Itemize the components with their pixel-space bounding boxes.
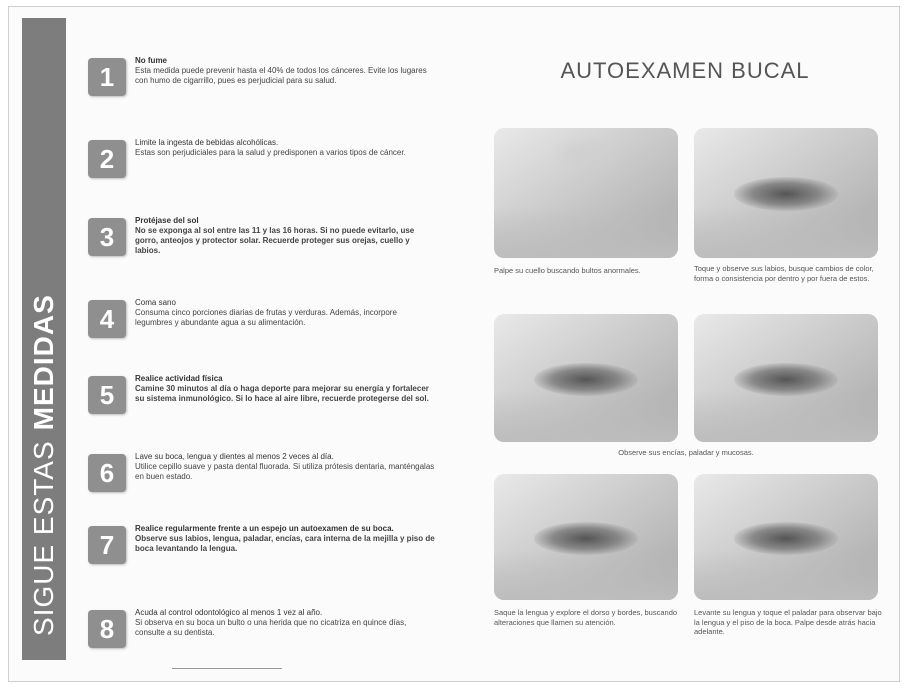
caption-tongue-out: Saque la lengua y explore el dorso y bordes, buscando alteraciones que llamen su atención. xyxy=(494,608,678,627)
measure-number-badge: 1 xyxy=(88,58,126,96)
sidebar-title-bold: MEDIDAS xyxy=(28,294,59,431)
measure-body: Utilice cepillo suave y pasta dental fluorada. Si utiliza prótesis dentaria, manténgalas en buen estado. xyxy=(135,462,435,481)
measure-item-2 xyxy=(80,134,450,192)
measure-item-6 xyxy=(80,448,450,506)
measure-body: Camine 30 minutos al día o haga deporte para mejorar su energía y fortalecer su sistema inmunológico. Si lo hace al aire libre, recuerde protegerse del sol. xyxy=(135,384,429,403)
photo-tongue-up xyxy=(694,474,878,600)
sidebar-title xyxy=(22,26,66,646)
photo-neck-palpation xyxy=(494,128,678,258)
measure-body: Esta medida puede prevenir hasta el 40% de todos los cánceres. Evite los lugares con humo de cigarrillo, pues es perjudicial para su salud. xyxy=(135,66,427,85)
measure-title: Protéjase del sol xyxy=(135,216,199,225)
measure-title: Acuda al control odontológico al menos 1 vez al año. xyxy=(135,608,323,617)
measure-body: Observe sus labios, lengua, paladar, encías, cara interna de la mejilla y piso de boca levantando la lengua. xyxy=(135,534,435,553)
sidebar-title-light: SIGUE ESTAS xyxy=(28,440,59,636)
caption-gums: Observe sus encías, paladar y mucosas. xyxy=(618,448,754,457)
measure-number-badge: 6 xyxy=(88,454,126,492)
measure-number-badge: 5 xyxy=(88,376,126,414)
caption-neck: Palpe su cuello buscando bultos anormales. xyxy=(494,266,641,275)
measure-title: Coma sano xyxy=(135,298,176,307)
measure-body: No se exponga al sol entre las 11 y las 16 horas. Si no puede evitarlo, use gorro, anteojos y protector solar. Recuerde proteger sus orejas, cuello y labios. xyxy=(135,226,415,255)
measure-item-1 xyxy=(80,52,450,110)
bottom-divider xyxy=(172,668,282,669)
measure-body: Estas son perjudiciales para la salud y predisponen a varios tipos de cáncer. xyxy=(135,148,406,157)
measure-title: No fume xyxy=(135,56,167,65)
measure-number-badge: 8 xyxy=(88,610,126,648)
measure-item-3 xyxy=(80,212,450,270)
measure-title: Limite la ingesta de bebidas alcohólicas. xyxy=(135,138,279,147)
autoexamen-title: AUTOEXAMEN BUCAL xyxy=(560,58,810,83)
photo-gums-check xyxy=(494,314,678,442)
photo-mucosa-check xyxy=(694,314,878,442)
photo-tongue-out xyxy=(494,474,678,600)
measure-item-7 xyxy=(80,520,450,578)
measure-number-badge: 4 xyxy=(88,300,126,338)
measure-item-4 xyxy=(80,294,450,352)
measure-title: Lave su boca, lengua y dientes al menos 2 veces al día. xyxy=(135,452,334,461)
measure-item-5 xyxy=(80,370,450,428)
photo-lips-check xyxy=(694,128,878,258)
measure-item-8 xyxy=(80,604,450,662)
measure-body: Consuma cinco porciones diarias de frutas y verduras. Además, incorpore legumbres y abundante agua a su alimentación. xyxy=(135,308,397,327)
measure-body: Si observa en su boca un bulto o una herida que no cicatriza en quince días, consulte a su dentista. xyxy=(135,618,407,637)
measure-number-badge: 3 xyxy=(88,218,126,256)
caption-tongue-up: Levante su lengua y toque el paladar para observar bajo la lengua y el piso de la boca. Palpe desde atrás hacia adelante. xyxy=(694,608,882,636)
measure-number-badge: 2 xyxy=(88,140,126,178)
caption-lips: Toque y observe sus labios, busque cambios de color, forma o consistencia por dentro y por fuera de estos. xyxy=(694,264,874,283)
measure-title: Realice regularmente frente a un espejo un autoexamen de su boca. xyxy=(135,524,394,533)
measure-title: Realice actividad física xyxy=(135,374,223,383)
measure-number-badge: 7 xyxy=(88,526,126,564)
